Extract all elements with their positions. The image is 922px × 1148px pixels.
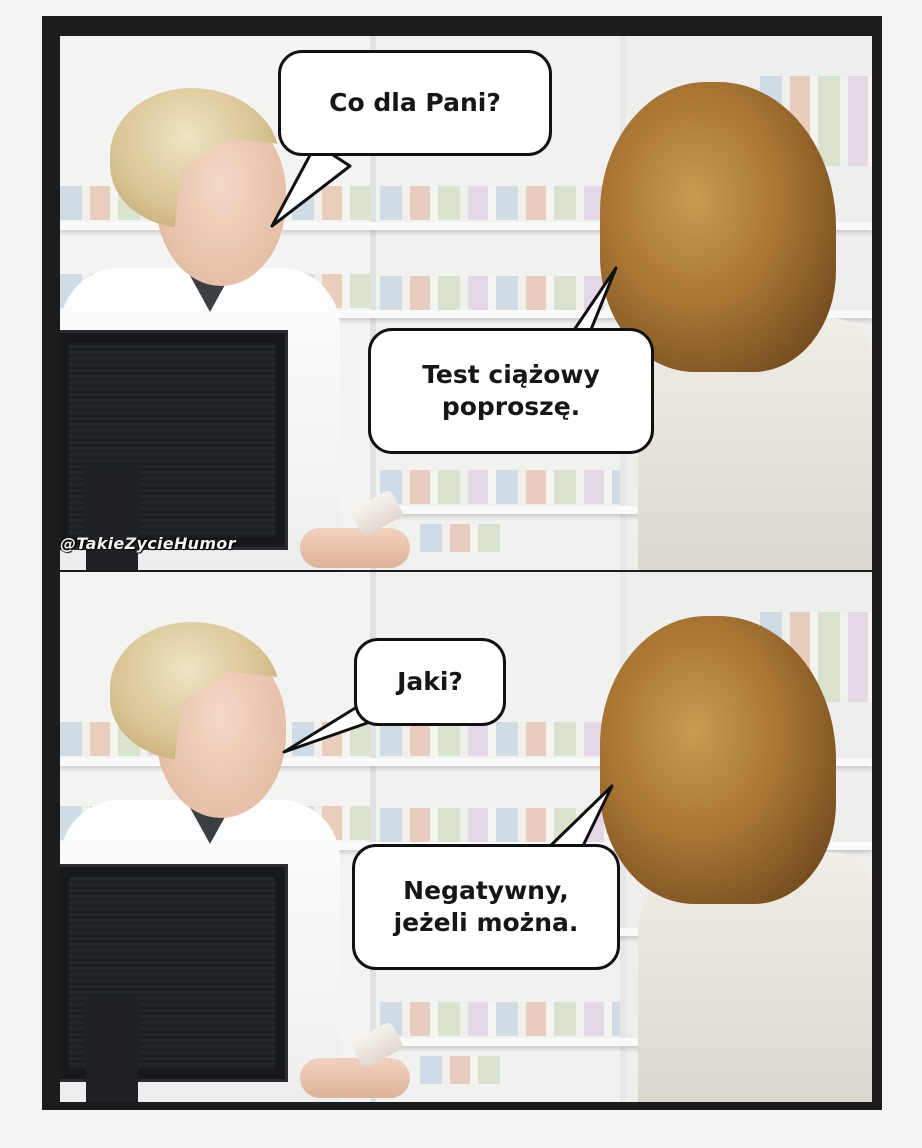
customer-speech-bubble [368,328,654,454]
bubble-line: poproszę. [441,392,581,421]
comic-frame [42,16,882,1110]
pharmacist-speech-bubble [278,50,552,156]
bubble-line: Co dla Pani? [329,87,501,117]
comic-panel-bottom [60,572,872,1102]
bubble-line: Jaki? [397,666,463,696]
bubble-line: Negatywny, [403,875,569,905]
bubble-line: jeżeli można. [393,908,579,937]
customer-bubble-tail [570,268,616,336]
watermark-label: @TakieZycieHumor [60,534,236,553]
pharmacist-speech-bubble [354,638,506,726]
customer-bubble-tail [544,786,612,852]
bubble-line: Test ciążowy [422,359,600,389]
comic-panel-top [60,36,872,570]
pharmacist-bubble-tail [272,144,350,226]
customer-speech-bubble [352,844,620,970]
